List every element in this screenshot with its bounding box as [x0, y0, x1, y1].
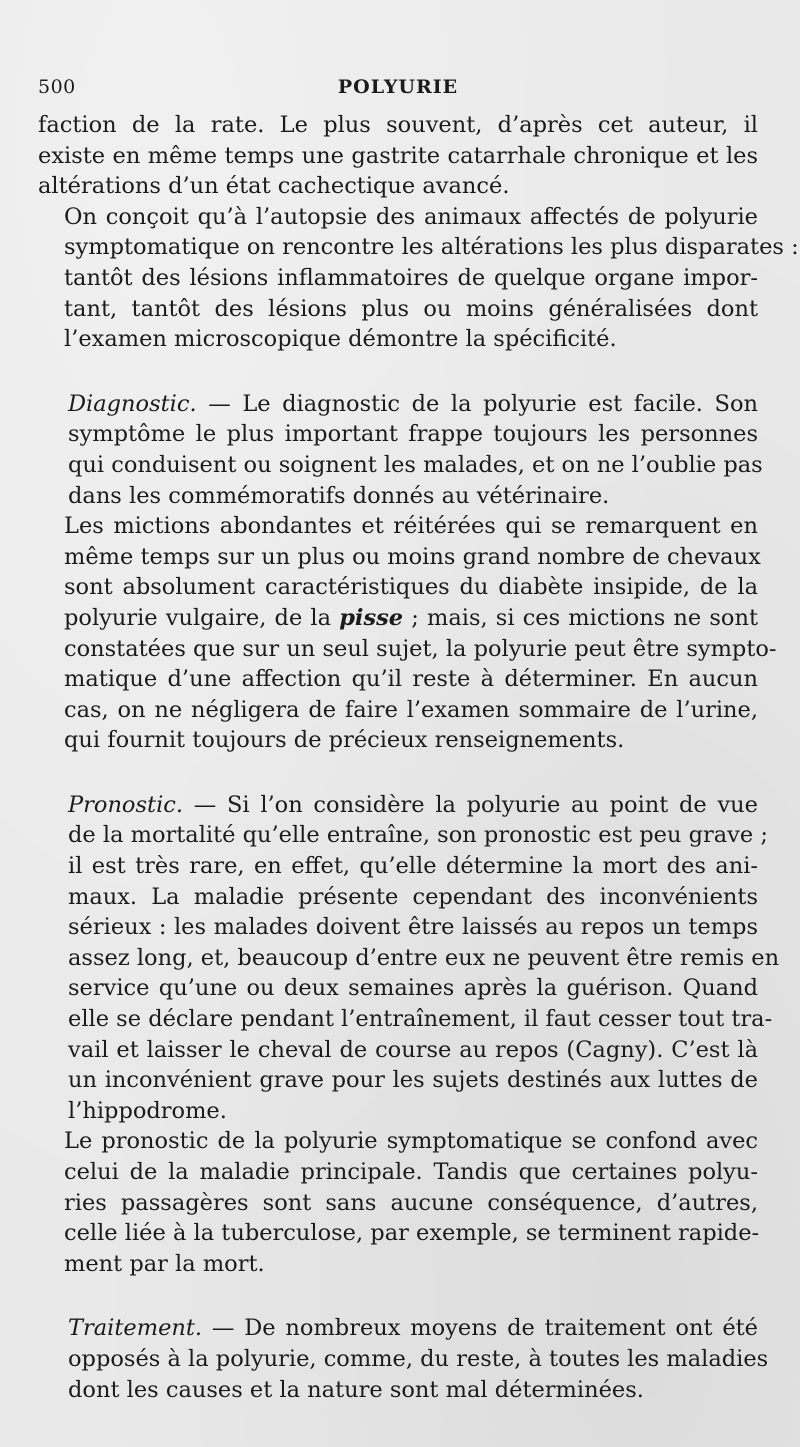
- text-line: cas, on ne négligera de faire l’examen sommaire de l’urine,: [64, 696, 758, 723]
- text-line: tant, tantôt des lésions plus ou moins généralisées dont: [64, 295, 758, 322]
- heading-dash: —: [202, 1315, 245, 1342]
- text-fragment: ; mais, si ces mictions ne sont: [403, 604, 758, 631]
- text-line: symptôme le plus important frappe toujours les personnes: [68, 421, 758, 448]
- running-head: [38, 72, 758, 102]
- text-line: matique d’une affection qu’il reste à déterminer. En aucun: [64, 666, 758, 693]
- text-line: sérieux : les malades doivent être laissés au repos un temps: [68, 914, 758, 941]
- text-line: altérations d’un état cachectique avancé.: [38, 173, 510, 200]
- text-line: sont absolument caractéristiques du diabète insipide, de la: [64, 574, 758, 601]
- heading-dash: —: [196, 390, 243, 417]
- text-line: dans les commémoratifs donnés au vétérinaire.: [68, 482, 610, 509]
- running-title: POLYURIE: [337, 76, 459, 98]
- paragraph-autopsie: [38, 202, 799, 355]
- text-line: constatées que sur un seul sujet, la polyurie peut être sympto-: [64, 635, 777, 662]
- text-line: assez long, et, beaucoup d’entre eux ne peuvent être remis en: [68, 944, 780, 971]
- text-line: On conçoit qu’à l’autopsie des animaux affectés de polyurie: [64, 203, 758, 230]
- text-line: dont les causes et la nature sont mal déterminées.: [68, 1376, 644, 1403]
- text-fragment: Le diagnostic de la polyurie est facile. Son: [242, 390, 758, 417]
- text-line: l’examen microscopique démontre la spécificité.: [64, 326, 617, 353]
- paragraph-pronostic-symptomatique: [38, 1126, 758, 1279]
- text-line: ries passagères sont sans aucune conséquence, d’autres,: [64, 1189, 758, 1216]
- section-heading-pronostic: Pronostic.: [68, 791, 184, 818]
- section-heading-traitement: Traitement.: [68, 1315, 203, 1342]
- text-line: qui fournit toujours de précieux renseignements.: [64, 727, 625, 754]
- text-line: opposés à la polyurie, comme, du reste, à toutes les maladies: [68, 1345, 769, 1372]
- text-line: Les mictions abondantes et réitérées qui se remarquent en: [64, 513, 758, 540]
- text-fragment: De nombreux moyens de traitement ont été: [244, 1315, 758, 1342]
- text-line: service qu’une ou deux semaines après la guérison. Quand: [68, 975, 758, 1002]
- text-fragment: polyurie vulgaire, de la: [64, 604, 340, 631]
- paragraph-continuation: [38, 110, 758, 202]
- text-line: vail et laisser le cheval de course au repos (Cagny). C’est là: [68, 1036, 758, 1063]
- heading-dash: —: [183, 791, 227, 818]
- text-line: celui de la maladie principale. Tandis que certaines polyu-: [64, 1159, 758, 1185]
- text-line: symptomatique on rencontre les altérations les plus disparates :: [64, 234, 799, 261]
- section-pronostic: [38, 790, 780, 1127]
- text-line: celle liée à la tuberculose, par exemple, se terminent rapide-: [64, 1220, 760, 1247]
- section-traitement: [38, 1313, 769, 1405]
- text-line: tantôt des lésions inflammatoires de quelque organe impor-: [64, 264, 758, 291]
- text-line: l’hippodrome.: [68, 1097, 227, 1124]
- text-line: [38, 389, 758, 420]
- page-number: 500: [38, 76, 76, 98]
- text-line: [38, 603, 758, 634]
- text-line: il est très rare, en effet, qu’elle détermine la mort des ani-: [68, 853, 758, 880]
- text-line: ment par la mort.: [64, 1250, 265, 1277]
- section-diagnostic: [38, 389, 763, 511]
- text-line: existe en même temps une gastrite catarrhale chronique et les: [38, 142, 758, 169]
- text-line: un inconvénient grave pour les sujets destinés aux luttes de: [68, 1067, 758, 1094]
- section-heading-diagnostic: Diagnostic.: [68, 390, 197, 417]
- text-line: maux. La maladie présente cependant des inconvénients: [68, 883, 758, 910]
- text-line: de la mortalité qu’elle entraîne, son pronostic est peu grave ;: [68, 822, 768, 849]
- text-line: faction de la rate. Le plus souvent, d’après cet auteur, il: [38, 112, 758, 138]
- paragraph-mictions: [38, 511, 777, 756]
- text-line: [38, 790, 758, 821]
- text-line: elle se déclare pendant l’entraînement, il faut cesser tout tra-: [68, 1006, 773, 1033]
- text-line: qui conduisent ou soignent les malades, et on ne l’oublie pas: [68, 451, 763, 478]
- body-text: [38, 110, 799, 1405]
- text-line: [38, 1313, 758, 1344]
- text-line: Le pronostic de la polyurie symptomatique se confond avec: [64, 1128, 758, 1155]
- text-fragment: Si l’on considère la polyurie au point de vue: [226, 791, 758, 818]
- text-line: même temps sur un plus ou moins grand nombre de chevaux: [64, 543, 761, 570]
- emphasis-pisse: pisse: [339, 604, 404, 631]
